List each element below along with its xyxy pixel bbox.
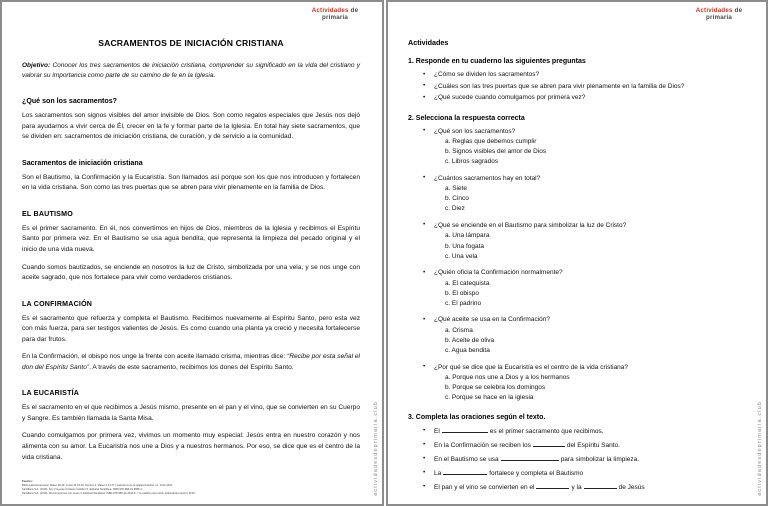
brand-line-2: de [734, 7, 743, 14]
section-paragraph: Es el primer sacramento. En él, nos convertimos en hijos de Dios, miembros de la Iglesia y recibimos el Espíritu Santo por primera vez. En el Bautismo se usa agua bendita, que representa la limpieza del pecado original y el inicio de una vida nueva. [22, 224, 360, 253]
section-heading-eucaristia: LA EUCARISTÍA [22, 389, 80, 398]
question-prompt: • ¿Qué son los sacramentos? [434, 127, 516, 135]
fill-mid: y la [571, 484, 582, 492]
option-group [434, 137, 744, 167]
brand-line-1: Actividades [311, 7, 349, 14]
list-item [434, 426, 744, 438]
section-heading-iniciacion: Sacramentos de iniciación cristiana [22, 158, 143, 167]
section-paragraph: Es el sacramento en el que recibimos a Jesús mismo, presente en el pan y el vino, que se convierten en su Cuerpo y Sangre. Es también llamada la Santa Misa. [22, 404, 360, 422]
quote-pre: En la Confirmación, el obispo nos unge la frente con aceite llamado crisma, mientras dice: [22, 353, 288, 361]
sources-line: Santillana S.A. (2018). Mi Compromiso con Jesús 4. Editorial Santillana. ISBN 978-958-24-3433-5. / Yo católico para niños, Editorial Encuentro, 2018 [22, 491, 195, 495]
section-paragraph: Es el sacramento que refuerza y completa el Bautismo. Recibimos nuevamente al Espíritu Santo, pero esta vez con más fuerza, para ser testigos valientes de Jesús. Es como cuando una planta ya creció y necesita fortalecerse para dar frutos. [22, 314, 360, 343]
option[interactable]: a. El catequista [445, 279, 490, 287]
sources-line: Biblia Latinoamericana: Mateo 28,19; Lucas 22,19-20; Hechos 2; Mateo 3,13-17 | Catecismo de la Iglesia Católica, nn. 1212-1419. [22, 483, 173, 487]
activities-title: Actividades [408, 38, 449, 47]
option-group [434, 184, 744, 214]
option[interactable]: b. Cinco [445, 195, 469, 203]
sources-block [22, 480, 356, 497]
sources-heading: Fuentes: [22, 479, 33, 483]
list-item [434, 363, 744, 404]
list-item [434, 268, 744, 309]
section-heading-sacramentos: ¿Qué son los sacramentos? [22, 97, 118, 106]
option[interactable]: c. Una vela [445, 252, 478, 260]
option-group [434, 279, 744, 309]
watermark-right: actividadesdeprimaria.club [757, 401, 763, 496]
brand-logo [304, 7, 366, 21]
activity-3-heading: 3. Completa las oraciones según el texto. [408, 414, 546, 422]
fill-mid: es el primer sacramento que recibimos. [489, 428, 604, 436]
option-group [434, 373, 744, 403]
activity-2-heading: 2. Selecciona la respuesta correcta [408, 114, 525, 122]
option-group [434, 326, 744, 356]
section-paragraph: Cuando somos bautizados, se enciende en nosotros la luz de Cristo, simbolizada por una vela, y se nos unge con aceite sagrado, que nos fortalece para vivir como verdaderos cristianos. [22, 263, 360, 282]
brand-line-3: primaria [705, 14, 733, 22]
activity-1-question-list [408, 70, 744, 104]
option[interactable]: a. Siete [445, 185, 468, 193]
section-paragraph: Los sacramentos son signos visibles del amor invisible de Dios. Son como regalos especiales que Jesús nos dejó para ayudarnos a vivir cerca de Él, crecer en la fe y formar parte de la Iglesia. En total hay siete sacramentos, que se dividen en: sacramentos de iniciación cristiana, de curación, y de servicio a la comunidad. [22, 112, 360, 141]
option-group [434, 231, 744, 261]
option[interactable]: b. Signos visibles del amor de Dios [445, 148, 547, 156]
brand-line-3: primaria [321, 14, 349, 22]
option[interactable]: c. Agua bendita [445, 347, 490, 354]
fill-pre: La [434, 470, 442, 478]
list-item [434, 454, 744, 466]
option[interactable]: c. Diez [445, 205, 465, 213]
activity-2-question-list [408, 127, 744, 404]
question-prompt: • ¿Cuántos sacramentos hay en total? [434, 174, 541, 182]
option[interactable]: a. Una lámpara [445, 232, 490, 240]
list-item [434, 127, 744, 168]
section-paragraph: Son el Bautismo, la Confirmación y la Eucaristía. Son llamados así porque son los que nos introducen y fortalecen en la vida cristiana. Son como las tres puertas que se abren para vivir plenamente en la familia de Dios. [22, 173, 360, 192]
brand-line-2: de [350, 7, 359, 14]
fill-blank[interactable] [443, 468, 487, 475]
section-paragraph-quote [22, 352, 360, 373]
section-heading-confirmacion: LA CONFIRMACIÓN [22, 299, 93, 308]
question-prompt: • ¿Qué aceite se usa en la Confirmación? [434, 316, 550, 324]
fill-blank[interactable] [584, 482, 617, 489]
objective-text: Conocer los tres sacramentos de iniciación cristiana, comprender su significado en la vida del cristiano y valorar su importancia como parte de su camino de fe en la Iglesia. [22, 62, 360, 80]
option[interactable]: a. Porque nos une a Dios y a los hermanos [445, 374, 570, 382]
section-paragraph: Cuando comulgamos por primera vez, vivimos un momento muy especial: Jesús entra en nuestro corazón y nos alimenta con su amor. La Eucaristía nos une a Dios y a nuestros hermanos. Por eso, se dice que es el centro de la vida cristiana. [22, 432, 360, 461]
fill-pre: El [434, 428, 440, 436]
option[interactable]: b. Porque se celebra los domingos [445, 384, 546, 392]
list-item [434, 468, 744, 480]
fill-blank[interactable] [533, 440, 565, 447]
fill-pre: El pan y el vino se convierten en el [434, 484, 535, 492]
fill-pre: En el Bautismo se usa [434, 456, 499, 464]
fill-post: de Jesús [618, 484, 645, 492]
question-prompt: • ¿Quién oficia la Confirmación normalmente? [434, 269, 563, 277]
activity-3-fill-list [408, 426, 744, 494]
question-prompt: • ¿Qué se enciende en el Bautismo para simbolizar la luz de Cristo? [434, 221, 627, 229]
watermark-left: actividadesdeprimaria.club [373, 401, 379, 496]
question-prompt: • ¿Por qué se dice que la Eucaristía es el centro de la vida cristiana? [434, 363, 629, 371]
option[interactable]: c. Libros sagrados [445, 158, 499, 166]
section-heading-bautismo: EL BAUTISMO [22, 209, 73, 218]
activity-1-heading: 1. Responde en tu cuaderno las siguientes preguntas [408, 58, 586, 65]
objective-statement [22, 61, 360, 81]
quote-text: “Recibe por esta señal el don del Espíritu Santo” [22, 353, 361, 371]
fill-pre: En la Confirmación se reciben los [434, 442, 531, 450]
objective-label: Objetivo: [22, 62, 51, 69]
fill-blank[interactable] [442, 426, 488, 433]
option[interactable]: c. El padrino [445, 299, 482, 307]
brand-line-1: Actividades [695, 7, 733, 14]
option[interactable]: b. Aceite de oliva [445, 336, 495, 344]
option[interactable]: a. Crisma [445, 326, 473, 334]
page-right [386, 0, 768, 506]
fill-mid: para simbolizar la limpieza. [560, 456, 640, 464]
list-item [434, 221, 744, 262]
list-item [434, 315, 744, 356]
list-item [434, 174, 744, 215]
fill-mid: fortalece y completa el Bautismo [489, 470, 584, 478]
list-item: • ¿Cuáles son las tres puertas que se abren para vivir plenamente en la familia de Dios? [434, 82, 744, 93]
fill-blank[interactable] [536, 482, 569, 489]
page-title: SACRAMENTOS DE INICIACIÓN CRISTIANA [98, 38, 284, 48]
option[interactable]: b. El obispo [445, 289, 479, 297]
list-item: • ¿Cómo se dividen los sacramentos? [434, 70, 744, 81]
fill-mid: del Espíritu Santo. [566, 442, 620, 450]
option[interactable]: a. Reglas que debemos cumplir [445, 138, 537, 146]
option[interactable]: c. Porque se hace en la iglesia [445, 394, 534, 402]
brand-logo [688, 7, 750, 21]
sources-line: Santillana S.A. (2015). Soy Creyente Cristiano Católico 5. Editorial Santillana. ISBN 978-958-24-3885-4. [22, 487, 143, 491]
fill-blank[interactable] [501, 454, 559, 461]
quote-post: . A través de este sacramento, recibimos los dones del Espíritu Santo. [89, 363, 294, 371]
list-item [434, 482, 744, 494]
list-item [434, 440, 744, 452]
option[interactable]: b. Una fogata [445, 242, 485, 250]
list-item: • ¿Qué sucede cuando comulgamos por primera vez? [434, 93, 744, 104]
